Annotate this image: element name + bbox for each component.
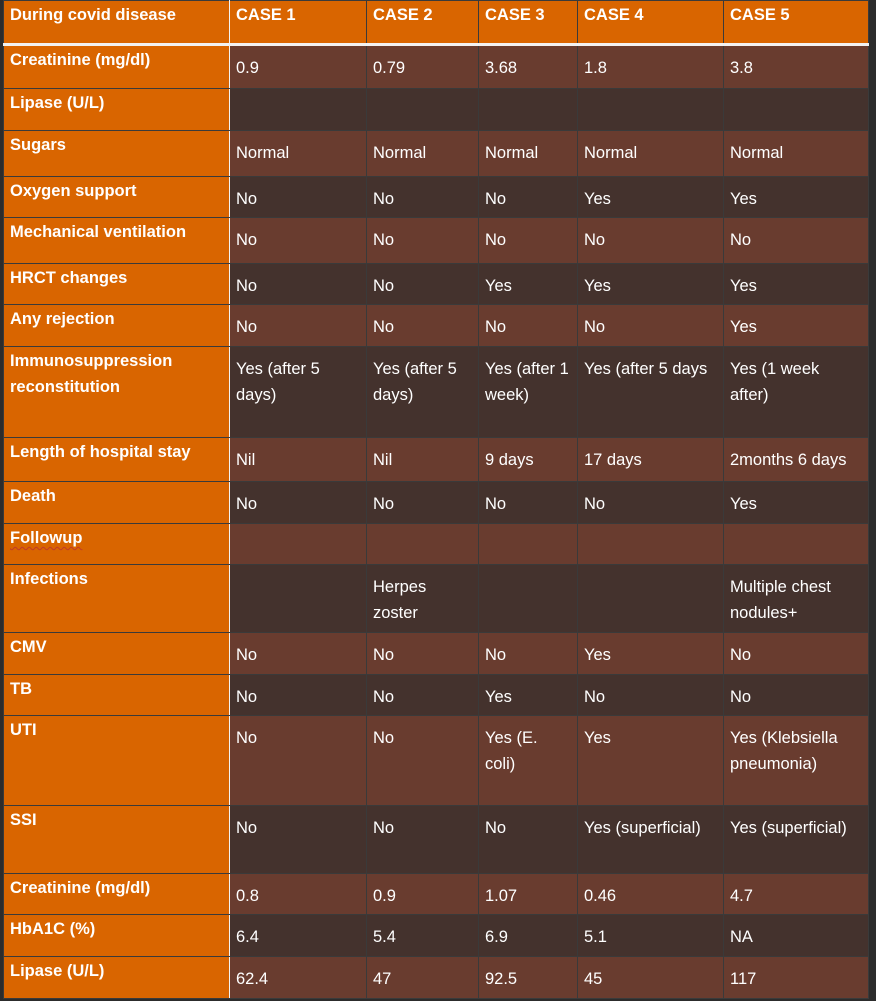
- table-row: [4, 482, 869, 524]
- row-label: Lipase (U/L): [4, 89, 230, 131]
- table-cell: 0.79: [367, 45, 479, 89]
- table-cell: Yes (after 5 days: [578, 347, 724, 438]
- table-cell: No: [367, 264, 479, 305]
- table-cell: Yes (E. coli): [479, 716, 578, 806]
- table-cell: No: [724, 675, 869, 716]
- table-cell: Yes: [479, 675, 578, 716]
- table-cell: 9 days: [479, 438, 578, 482]
- case-comparison-table: [3, 0, 869, 999]
- row-label: Lipase (U/L): [4, 957, 230, 999]
- table-cell: 0.9: [230, 45, 367, 89]
- table-cell: No: [367, 675, 479, 716]
- table-cell: Normal: [230, 131, 367, 177]
- table-row: [4, 524, 869, 565]
- table-cell: No: [230, 482, 367, 524]
- table-cell: Normal: [367, 131, 479, 177]
- table-row: [4, 565, 869, 633]
- row-label-text: Followup: [10, 529, 83, 547]
- table-cell: 1.07: [479, 874, 578, 915]
- table-cell: Yes: [724, 264, 869, 305]
- table-cell: No: [230, 177, 367, 218]
- table-cell: Normal: [724, 131, 869, 177]
- table-cell: No: [479, 218, 578, 264]
- table-cell: No: [724, 633, 869, 675]
- table-cell: No: [367, 633, 479, 675]
- table-cell: 3.68: [479, 45, 578, 89]
- table-cell: [367, 524, 479, 565]
- table-cell: No: [367, 218, 479, 264]
- row-label: Mechanical ventilation: [4, 218, 230, 264]
- table-cell: 92.5: [479, 957, 578, 999]
- row-label: Oxygen support: [4, 177, 230, 218]
- table-cell: No: [367, 305, 479, 347]
- header-cell: CASE 1: [230, 1, 367, 45]
- header-cell: CASE 5: [724, 1, 869, 45]
- table-cell: No: [367, 806, 479, 874]
- table-cell: Yes: [724, 177, 869, 218]
- table-cell: Yes: [479, 264, 578, 305]
- row-label: Immunosuppression reconstitution: [4, 347, 230, 438]
- table-row: [4, 806, 869, 874]
- table-cell: No: [230, 305, 367, 347]
- row-label: [4, 524, 230, 565]
- table-cell: No: [230, 806, 367, 874]
- table-cell: [724, 524, 869, 565]
- table-cell: 0.46: [578, 874, 724, 915]
- row-label: HbA1C (%): [4, 915, 230, 957]
- row-label: UTI: [4, 716, 230, 806]
- table-row: [4, 218, 869, 264]
- table-cell: 4.7: [724, 874, 869, 915]
- table-cell: Nil: [230, 438, 367, 482]
- table-cell: Herpes zoster: [367, 565, 479, 633]
- table-cell: No: [479, 177, 578, 218]
- table-row: [4, 177, 869, 218]
- table-cell: 2months 6 days: [724, 438, 869, 482]
- table-cell: No: [367, 482, 479, 524]
- header-cell: During covid disease: [4, 1, 230, 45]
- table-cell: [578, 524, 724, 565]
- row-label: HRCT changes: [4, 264, 230, 305]
- table-cell: 117: [724, 957, 869, 999]
- table-cell: 0.9: [367, 874, 479, 915]
- table-cell: No: [724, 218, 869, 264]
- table-row: [4, 305, 869, 347]
- row-label: Length of hospital stay: [4, 438, 230, 482]
- table-cell: No: [230, 675, 367, 716]
- table-cell: 6.4: [230, 915, 367, 957]
- table-row: [4, 675, 869, 716]
- table-row: [4, 957, 869, 999]
- table-cell: No: [578, 218, 724, 264]
- table-row: [4, 45, 869, 89]
- table-cell: Normal: [479, 131, 578, 177]
- table-cell: 0.8: [230, 874, 367, 915]
- table-cell: Normal: [578, 131, 724, 177]
- table-row: [4, 438, 869, 482]
- table-cell: [367, 89, 479, 131]
- table-row: [4, 89, 869, 131]
- table-cell: Yes: [578, 633, 724, 675]
- header-cell: CASE 3: [479, 1, 578, 45]
- header-cell: CASE 2: [367, 1, 479, 45]
- table-cell: No: [479, 482, 578, 524]
- table-cell: 47: [367, 957, 479, 999]
- table-cell: NA: [724, 915, 869, 957]
- table-cell: No: [230, 264, 367, 305]
- header-cell: CASE 4: [578, 1, 724, 45]
- table-cell: Yes (after 5 days): [230, 347, 367, 438]
- table-cell: [578, 565, 724, 633]
- table-row: [4, 131, 869, 177]
- table-cell: Yes: [578, 264, 724, 305]
- table-cell: Yes (after 1 week): [479, 347, 578, 438]
- table-cell: Yes: [724, 482, 869, 524]
- table-cell: 5.1: [578, 915, 724, 957]
- row-label: SSI: [4, 806, 230, 874]
- table-cell: No: [578, 675, 724, 716]
- table-cell: 17 days: [578, 438, 724, 482]
- table-cell: 45: [578, 957, 724, 999]
- table-cell: Yes: [578, 177, 724, 218]
- table-cell: No: [578, 482, 724, 524]
- table-cell: 6.9: [479, 915, 578, 957]
- table-cell: 5.4: [367, 915, 479, 957]
- table-cell: 62.4: [230, 957, 367, 999]
- table-cell: [479, 565, 578, 633]
- table-cell: No: [230, 633, 367, 675]
- row-label: TB: [4, 675, 230, 716]
- table-row: [4, 874, 869, 915]
- table-cell: No: [230, 218, 367, 264]
- table-cell: No: [578, 305, 724, 347]
- table-cell: [230, 524, 367, 565]
- row-label: Creatinine (mg/dl): [4, 45, 230, 89]
- table-row: [4, 633, 869, 675]
- row-label: CMV: [4, 633, 230, 675]
- row-label: Any rejection: [4, 305, 230, 347]
- table-cell: Yes (after 5 days): [367, 347, 479, 438]
- row-label: Creatinine (mg/dl): [4, 874, 230, 915]
- table-cell: No: [367, 177, 479, 218]
- table-cell: [479, 89, 578, 131]
- table-cell: No: [479, 305, 578, 347]
- table-cell: No: [479, 633, 578, 675]
- table-cell: Yes (superficial): [724, 806, 869, 874]
- table-row: [4, 347, 869, 438]
- table-cell: Yes (Klebsiella pneumonia): [724, 716, 869, 806]
- table-cell: Yes: [578, 716, 724, 806]
- row-label: Sugars: [4, 131, 230, 177]
- table-cell: Yes (superficial): [578, 806, 724, 874]
- row-label: Infections: [4, 565, 230, 633]
- table-row: [4, 264, 869, 305]
- row-label: Death: [4, 482, 230, 524]
- table-cell: [578, 89, 724, 131]
- table-cell: [230, 565, 367, 633]
- table-cell: Yes: [724, 305, 869, 347]
- table-cell: [479, 524, 578, 565]
- table-header-row: [4, 1, 869, 45]
- table-cell: No: [230, 716, 367, 806]
- table-cell: [230, 89, 367, 131]
- table-row: [4, 716, 869, 806]
- table-row: [4, 915, 869, 957]
- table-cell: Multiple chest nodules+: [724, 565, 869, 633]
- table-cell: Nil: [367, 438, 479, 482]
- table-cell: 1.8: [578, 45, 724, 89]
- table-cell: No: [479, 806, 578, 874]
- table-cell: 3.8: [724, 45, 869, 89]
- table-cell: [724, 89, 869, 131]
- table-cell: No: [367, 716, 479, 806]
- table-cell: Yes (1 week after): [724, 347, 869, 438]
